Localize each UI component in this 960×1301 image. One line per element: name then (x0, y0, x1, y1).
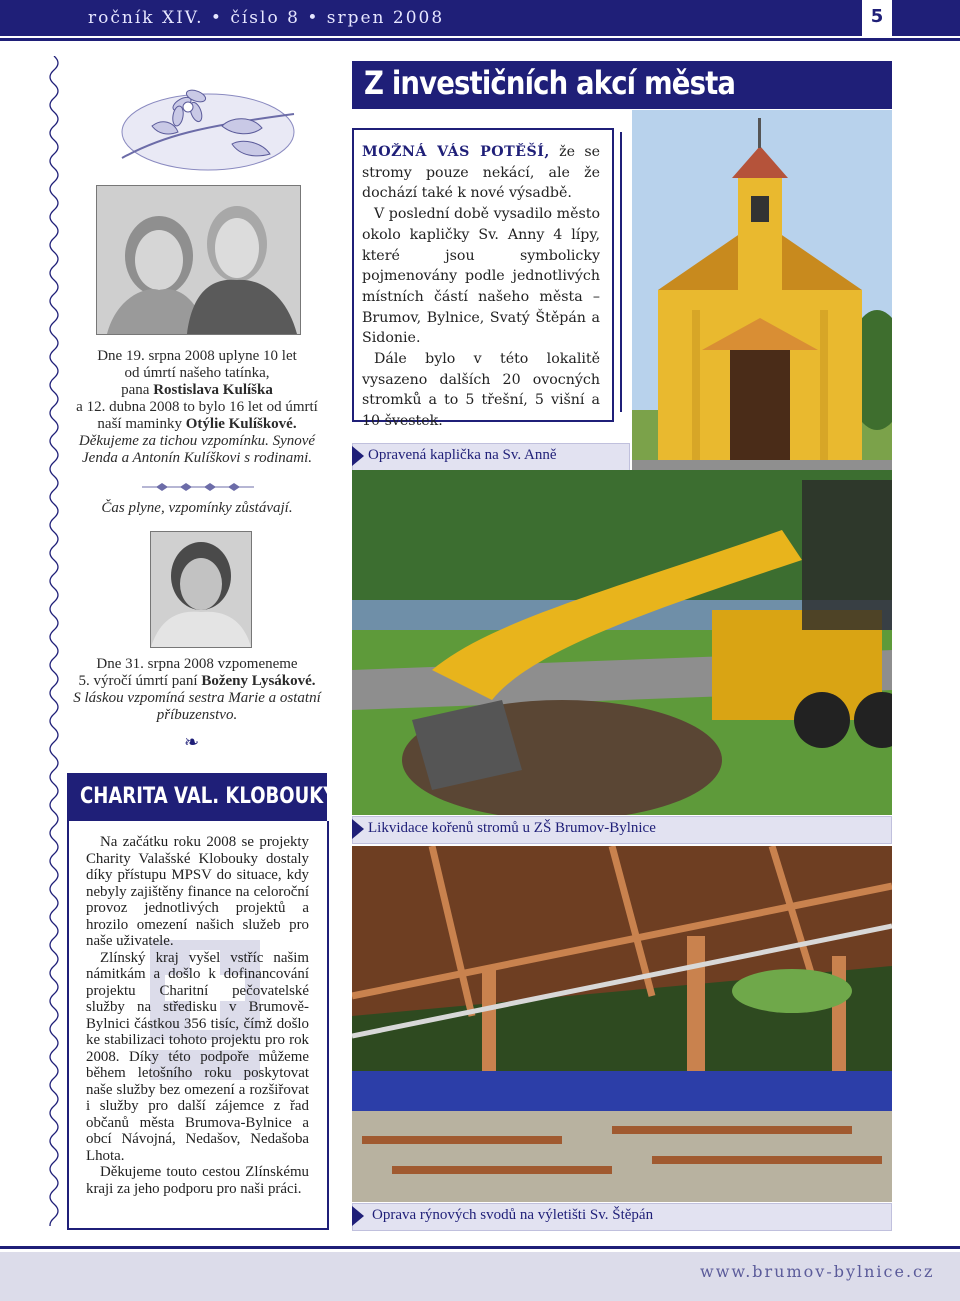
memorial-text: naší maminky (97, 416, 182, 432)
photo-pavilion (352, 846, 892, 1202)
memorial-name: Rostislava Kulíška (153, 382, 273, 398)
main-title: Z investičních akcí města (364, 64, 736, 102)
caption-arrow-icon (352, 1206, 364, 1226)
memorial-line: příbuzenstvo. (156, 707, 238, 723)
memorial-line: Dne 19. srpna 2008 uplyne 10 let (97, 348, 297, 364)
wavy-divider (44, 56, 64, 1226)
memorial-text: 5. výročí úmrtí paní (78, 673, 198, 689)
memorial-line: S láskou vzpomíná sestra Marie a ostatní (73, 690, 321, 706)
memorial-name: Otýlie Kulíškové. (185, 416, 297, 432)
article-text (362, 142, 600, 432)
photo-excavator (352, 470, 892, 815)
memorial-text: pana (121, 382, 150, 398)
memorial-line: Dne 31. srpna 2008 vzpomeneme (96, 656, 298, 672)
article-paragraph-3: Dále bylo v této lokalitě vysazeno dalších 20 ovocných stromků a to 5 třešní, 5 višní a 10 švestek. (362, 351, 600, 430)
footer-url-link[interactable]: www.brumov-bylnice.cz (700, 1262, 935, 1281)
photo-chapel (632, 110, 892, 470)
article-paragraph-1 (362, 142, 600, 204)
page-number: 5 (870, 6, 884, 27)
header-rule (0, 38, 960, 41)
memorial-line: Děkujeme za tichou vzpomínku. Synové (78, 433, 316, 449)
article-paragraph-2: V poslední době vysadilo město okolo kapličky Sv. Anny 4 lípy, které jsou symbolicky pojmenovány podle jednotlivých místních částí našeho města – Brumov, Bylnice, Svatý Štěpán a Sidonie. (362, 206, 600, 347)
article-side-rule (620, 132, 622, 412)
memorial-text-1 (52, 348, 342, 467)
memorial-text-2 (52, 656, 342, 724)
caption-arrow-icon (352, 446, 364, 466)
charita-text (86, 834, 309, 1197)
charita-paragraph-1: Na začátku roku 2008 se projekty Charity Valašské Klobouky dostaly díky přístupu MPSV do situace, kdy nebyly zajištěny finance na celoroční provoz jednotlivých projektů a hrozilo omezení našich služeb pro naše uživatele. (86, 834, 309, 949)
memorial-line: Jenda a Antonín Kulíškovi s rodinami. (82, 450, 312, 466)
charita-paragraph-3: Děkujeme touto cestou Zlínskému kraji za jeho podporu pro naši práci. (86, 1164, 309, 1197)
caption-gutters-text: Oprava rýnových svodů na výletišti Sv. Štěpán (372, 1207, 654, 1223)
charita-title: CHARITA VAL. KLOBOUKY (80, 784, 337, 809)
issue-line: ročník XIV. • číslo 8 • srpen 2008 (88, 8, 445, 28)
floral-ornament-icon (112, 66, 302, 176)
footer-rule (0, 1246, 960, 1249)
memorial-name: Boženy Lysákové. (201, 673, 316, 689)
memorial-line: a 12. dubna 2008 to bylo 16 let od úmrtí (76, 399, 318, 415)
memorial-line (52, 382, 342, 399)
article-text-span: že se stromy pouze nekácí, ale že dochází také k nové výsadbě. (362, 144, 600, 202)
memorial-line: od úmrtí našeho tatínka, (124, 365, 270, 381)
caption-arrow-icon (352, 819, 364, 839)
photo-bozena-lysakova (150, 531, 252, 648)
photo-kulisek-couple (96, 185, 301, 335)
flourish-icon: ❧ (184, 732, 200, 753)
memorial-line (52, 673, 342, 690)
article-lead: MOŽNÁ VÁS POTĚŠÍ, (362, 144, 550, 160)
memorial-line (52, 416, 342, 433)
memorial-motto: Čas plyne, vzpomínky zůstávají. (101, 500, 293, 516)
caption-roots-text: Likvidace kořenů stromů u ZŠ Brumov-Bylnice (368, 820, 656, 836)
caption-chapel-text: Opravená kaplička na Sv. Anně (368, 447, 557, 463)
separator-ornament-icon (142, 482, 254, 492)
charita-paragraph-2: Zlínský kraj vyšel vstříc našim námitkám a došlo k dofinancování projektu Charitní pečovatelské služby na středisku v Brumově-Bylnici částkou 356 tisíc, čímž došlo ke stabilizaci tohoto projektu pro rok 2008. Díky této podpoře můžeme během letošního roku poskytovat naše služby bez omezení a rozšiřovat i služby pro další zájemce z řad občanů města Brumova-Bylnice a obcí Návojná, Nedašov, Nedašoba Lhota. (86, 949, 309, 1164)
